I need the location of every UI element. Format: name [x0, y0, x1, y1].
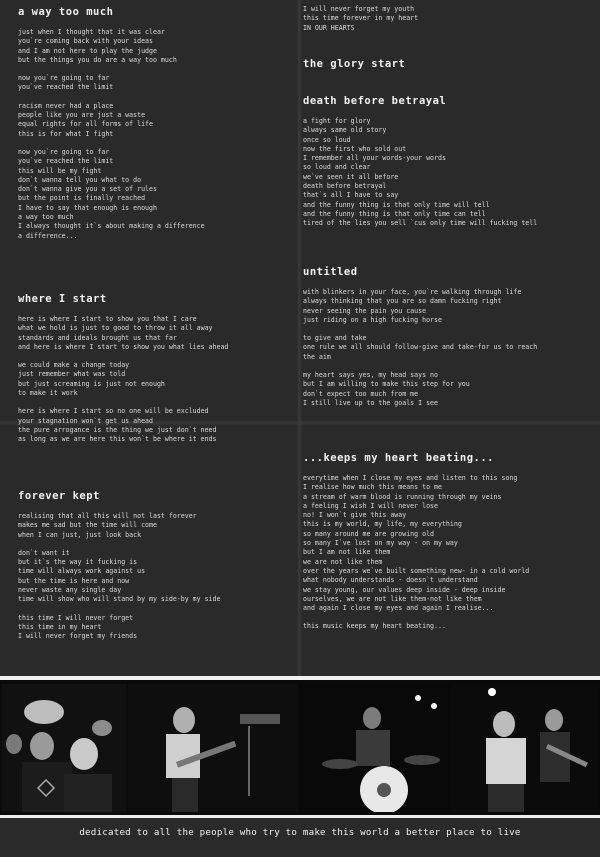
lyric-line: that`s all I have to say — [303, 191, 399, 200]
lyric-line: a stream of warm blood is running through my veins — [303, 492, 502, 501]
lyric-line: standards and ideals brought us that far — [18, 333, 177, 342]
song-title: a way too much — [18, 6, 114, 18]
lyric-line: with blinkers in your face, you`re walking through life — [303, 288, 522, 296]
song-title: forever kept — [18, 490, 100, 502]
lyric-line: we could make a change today — [18, 361, 130, 370]
lyric-line: death before betrayal — [303, 182, 387, 191]
lyric-line: the pure arrogance is the thing we just don`t need — [18, 425, 217, 434]
stanza — [303, 371, 593, 408]
lyric-line: and again I close my eyes and again I realise... — [303, 604, 494, 613]
stanza — [18, 315, 288, 352]
song-keeps-my-heart-beating — [303, 452, 593, 641]
lyric-line: I still live up to the goals I see — [303, 398, 438, 407]
song-title: ...keeps my heart beating... — [303, 452, 495, 464]
lyric-line: we are not like them — [303, 557, 383, 566]
lyric-line: so many I`ve lost on my way - on my way — [303, 539, 458, 548]
stanza — [303, 117, 593, 229]
lyric-line: over the years we`ve built something new- in a cold world — [303, 566, 530, 575]
lyrics — [18, 28, 288, 241]
section-heading-block — [303, 58, 593, 80]
lyric-line: no! I won`t give this away — [303, 511, 407, 520]
stanza — [18, 74, 288, 93]
lyric-line: equal rights for all forms of life — [18, 120, 153, 129]
lyrics — [18, 512, 288, 642]
lyric-line: but just screaming is just not enough — [18, 379, 165, 388]
lyric-line: a way too much — [18, 213, 74, 222]
lyric-line: this is my world, my life, my everything — [303, 520, 462, 529]
lyrics — [303, 5, 593, 33]
forever-kept-continued — [303, 5, 593, 42]
guitarist-photo — [128, 684, 298, 812]
song-a-way-too-much — [18, 6, 288, 250]
lyric-line: we stay young, our values deep inside - deep inside — [303, 585, 506, 594]
lyric-line: makes me sad but the time will come — [18, 521, 157, 530]
lyric-line: this time I will never forget — [18, 613, 134, 622]
lyric-line: ourselves, we are not like them-not like them — [303, 594, 482, 603]
lyric-line: one rule we all should follow-give and take-for us to reach — [303, 343, 538, 352]
section-heading: the glory start — [303, 58, 406, 70]
lyric-line: everytime when I close my eyes and listen to this song — [303, 474, 518, 482]
lyric-line: always same old story — [303, 126, 387, 135]
lyric-line: don`t want it — [18, 548, 70, 557]
lyric-line: a fight for glory — [303, 117, 371, 125]
lyric-line: to make it work — [18, 389, 78, 398]
lyric-line: just when I thought that it was clear — [18, 28, 165, 36]
stanza — [303, 474, 593, 613]
song-title: untitled — [303, 266, 358, 278]
lyric-line: racism never had a place — [18, 101, 114, 110]
stanza — [18, 102, 288, 139]
lyric-line: and the funny thing is that only time will tell — [303, 200, 490, 209]
lyric-line: and the funny thing is that only time can tell — [303, 209, 486, 218]
lyric-line: this time forever in my heart — [303, 14, 419, 23]
song-where-i-start — [18, 293, 288, 454]
lyric-line: I will never forget my friends — [18, 632, 138, 641]
lyric-line: I have to say that enough is enough — [18, 203, 157, 212]
lyric-line: people like you are just a waste — [18, 111, 146, 120]
lyric-line: here is where I start so no one will be excluded — [18, 407, 209, 416]
lyric-line: you`ve reached the limit — [18, 157, 114, 166]
song-death-before-betrayal — [303, 95, 593, 238]
lyric-line: time will show who will stand by my side-by my side — [18, 595, 221, 604]
lyric-line: realising that all this will not last forever — [18, 512, 197, 520]
song-title: death before betrayal — [303, 95, 447, 107]
lyric-line: this time in my heart — [18, 622, 102, 631]
lyric-line: here is where I start to show you that I care — [18, 315, 197, 323]
photo-band — [0, 676, 600, 820]
stanza — [303, 334, 593, 362]
lyric-line: tired of the lies you sell `cus only time will fucking tell — [303, 219, 538, 228]
dedication-text: dedicated to all the people who try to make this world a better place to live — [79, 827, 521, 838]
lyric-line: a feeling I wish I will never lose — [303, 501, 438, 510]
lyric-line: never waste any single day — [18, 586, 122, 595]
lyrics — [303, 117, 593, 229]
lyric-line: and I am not here to play the judge — [18, 46, 157, 55]
footer — [0, 815, 600, 857]
lyric-line: once so loud — [303, 135, 351, 144]
stanza — [18, 549, 288, 605]
lyric-line: and here is where I start to show you what lies ahead — [18, 342, 229, 351]
lyric-line: but I am willing to make this step for you — [303, 380, 470, 389]
lyric-line: as long as we are here this won`t be where it ends — [18, 435, 217, 444]
lyric-line: I remember all your words-your words — [303, 154, 446, 163]
lyric-line: we`ve seen it all before — [303, 172, 399, 181]
lyric-line: I realise how much this means to me — [303, 483, 442, 492]
stanza — [303, 622, 593, 631]
lyric-line: you`re coming back with your ideas — [18, 37, 153, 46]
stanza — [303, 288, 593, 325]
lyric-line: when I can just, just look back — [18, 530, 142, 539]
lyric-line: now you`re going to far — [18, 147, 110, 156]
lyric-line: IN OUR HEARTS — [303, 23, 355, 32]
lyric-line: I always thought it`s about making a difference — [18, 222, 205, 231]
lyric-line: don`t wanna give you a set of rules — [18, 185, 157, 194]
lyric-line: don`t wanna tell you what to do — [18, 175, 142, 184]
lyric-line: what nobody understands - doesn`t understand — [303, 576, 478, 585]
song-title: where I start — [18, 293, 107, 305]
lyric-line: but I am not like them — [303, 548, 391, 557]
singer-photo — [452, 684, 598, 812]
stanza — [18, 148, 288, 241]
lyric-line: now the first who sold out — [303, 144, 407, 153]
lyric-line: but it`s the way it fucking is — [18, 558, 138, 567]
lyric-line: just remember what was told — [18, 370, 126, 379]
lyric-line: to give and take — [303, 334, 367, 343]
lyric-line: my heart says yes, my head says no — [303, 371, 438, 380]
song-untitled — [303, 266, 593, 417]
lyric-line: this music keeps my heart beating... — [303, 622, 446, 631]
stanza — [18, 361, 288, 398]
stanza — [18, 407, 288, 444]
lyric-line: never seeing the pain you cause — [303, 306, 427, 315]
lyric-line: this will be my fight — [18, 166, 102, 175]
stanza — [18, 512, 288, 540]
lyric-line: just riding on a high fucking horse — [303, 315, 442, 324]
lyric-line: what we hold is just to good to throw it all away — [18, 324, 213, 333]
lyric-line: always thinking that you are so damn fucking right — [303, 297, 502, 306]
lyric-line: you`ve reached the limit — [18, 83, 114, 92]
lyric-line: this is for what I fight — [18, 129, 114, 138]
song-forever-kept — [18, 490, 288, 651]
lyric-line: now you`re going to far — [18, 74, 110, 83]
lyric-line: the aim — [303, 352, 331, 361]
lyrics — [18, 315, 288, 445]
lyric-line: your stagnation won`t get us ahead — [18, 416, 153, 425]
lyric-line: I will never forget my youth — [303, 5, 415, 13]
lyric-line: don`t expect too much from me — [303, 389, 419, 398]
lyrics — [303, 288, 593, 408]
stanza — [18, 28, 288, 65]
lyric-line: so loud and clear — [303, 163, 371, 172]
crowd-photo — [2, 684, 126, 812]
lyric-line: time will always work against us — [18, 567, 146, 576]
lyric-line: so many around me are growing old — [303, 529, 435, 538]
lyrics — [303, 474, 593, 632]
lyric-line: but the things you do are a way too much — [18, 55, 177, 64]
lyric-line: a difference... — [18, 231, 78, 240]
drummer-photo — [300, 684, 450, 812]
stanza — [18, 614, 288, 642]
lyric-line: but the time is here and now — [18, 576, 130, 585]
lyric-line: but the point is finally reached — [18, 194, 146, 203]
